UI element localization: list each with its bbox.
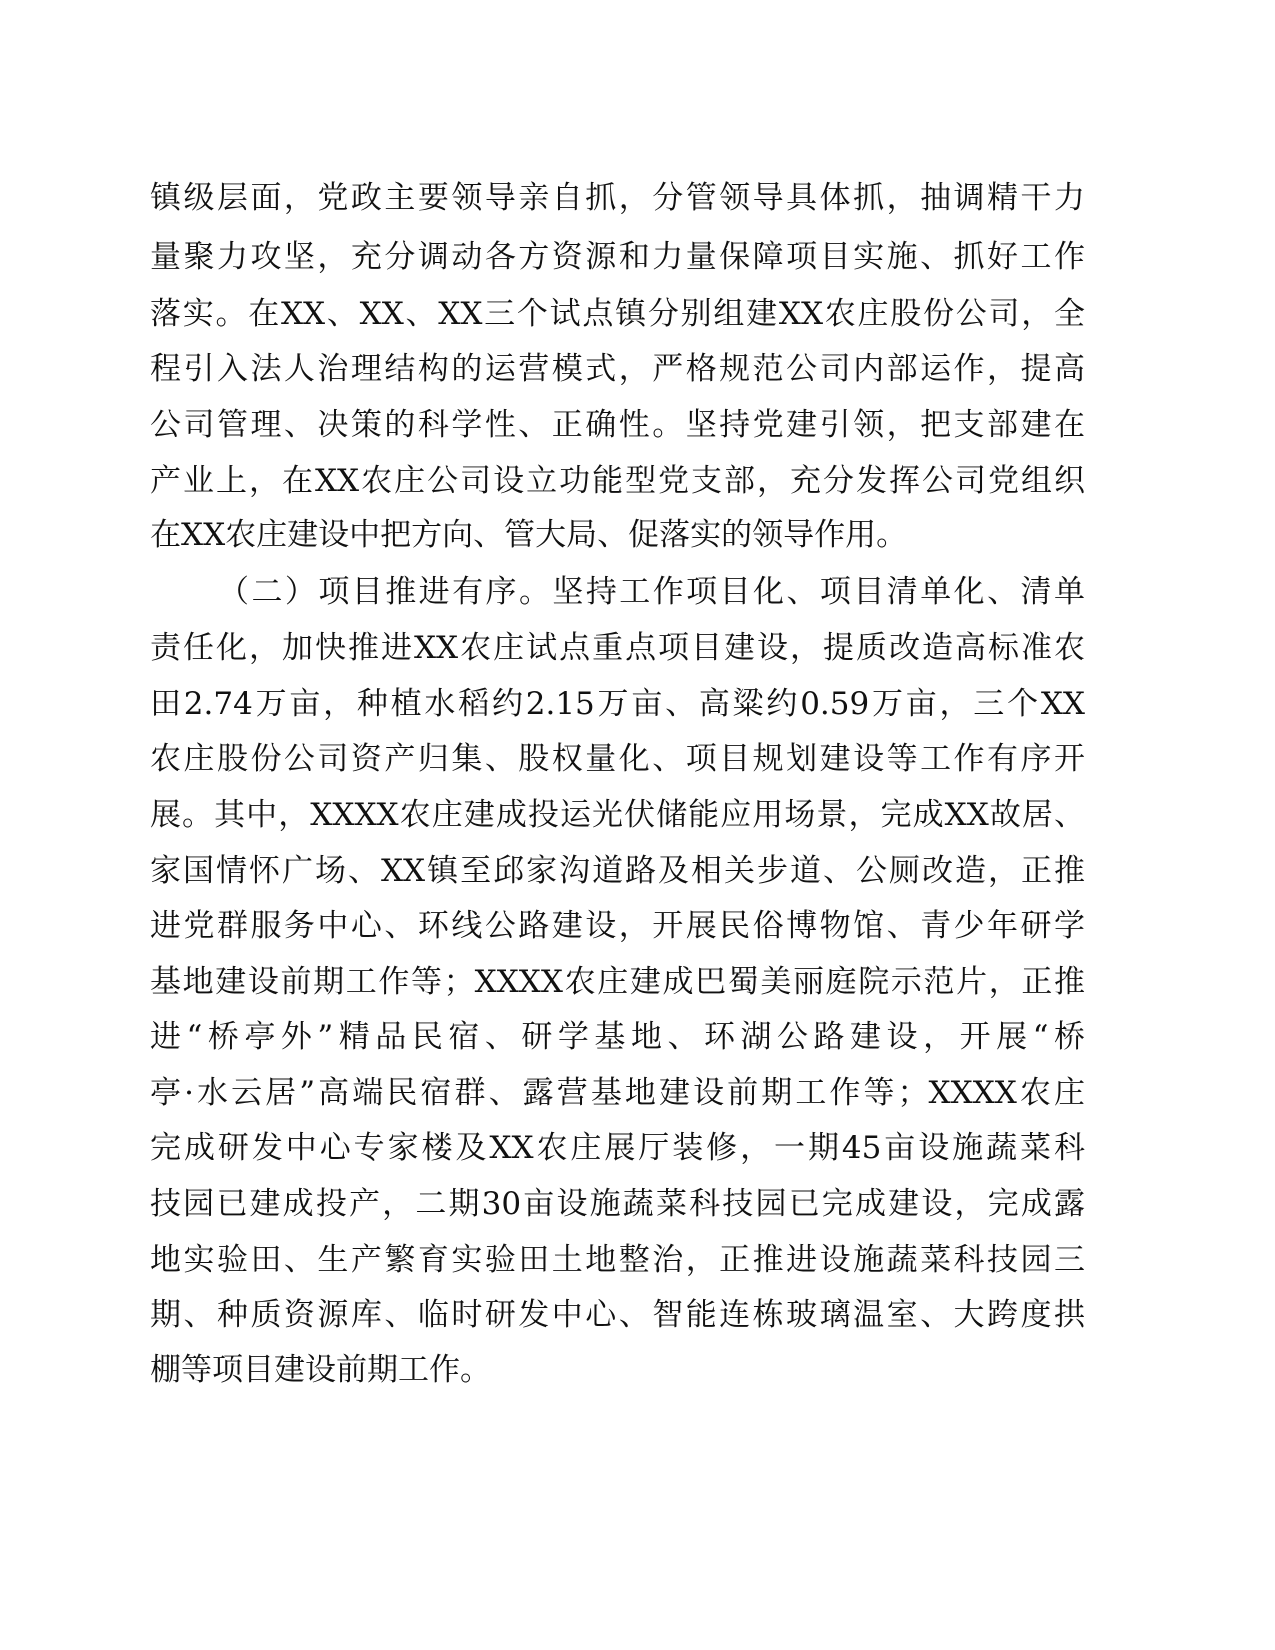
text-line: 棚等项目建设前期工作。 [150,1352,491,1388]
text-line: 责任化，加快推进XX农庄试点重点项目建设，提质改造高标准农 [150,630,1085,666]
text-line: 程引入法人治理结构的运营模式，严格规范公司内部运作，提高 [150,351,1085,387]
text-line: 地实验田、生产繁育实验田土地整治，正推进设施蔬菜科技园三 [150,1242,1085,1278]
text-line: 亭·水云居”高端民宿群、露营基地建设前期工作等；XXXX农庄 [150,1075,1085,1111]
text-line: 在XX农庄建设中把方向、管大局、促落实的领导作用。 [150,517,908,553]
text-line: 基地建设前期工作等；XXXX农庄建成巴蜀美丽庭院示范片，正推 [150,964,1085,1000]
text-line: 量聚力攻坚，充分调动各方资源和力量保障项目实施、抓好工作 [150,239,1085,275]
section-heading-line: （二）项目推进有序。坚持工作项目化、项目清单化、清单 [218,574,1085,610]
text-line: 进党群服务中心、环线公路建设，开展民俗博物馆、青少年研学 [150,908,1085,944]
text-line: 产业上，在XX农庄公司设立功能型党支部，充分发挥公司党组织 [150,463,1085,499]
text-line: 镇级层面，党政主要领导亲自抓，分管领导具体抓，抽调精干力 [150,180,1085,216]
text-line: 期、种质资源库、临时研发中心、智能连栋玻璃温室、大跨度拱 [150,1297,1085,1333]
text-line: 田2.74万亩，种植水稻约2.15万亩、高粱约0.59万亩，三个XX [150,686,1085,722]
text-line: 落实。在XX、XX、XX三个试点镇分别组建XX农庄股份公司，全 [150,296,1085,332]
text-line: 完成研发中心专家楼及XX农庄展厅装修，一期45亩设施蔬菜科 [150,1130,1085,1166]
text-line: 展。其中，XXXX农庄建成投运光伏储能应用场景，完成XX故居、 [150,797,1085,833]
text-line: 家国情怀广场、XX镇至邱家沟道路及相关步道、公厕改造，正推 [150,853,1085,889]
text-line: 农庄股份公司资产归集、股权量化、项目规划建设等工作有序开 [150,741,1085,777]
text-line: 技园已建成投产，二期30亩设施蔬菜科技园已完成建设，完成露 [150,1186,1085,1222]
text-line: 公司管理、决策的科学性、正确性。坚持党建引领，把支部建在 [150,407,1085,443]
text-line: 进“桥亭外”精品民宿、研学基地、环湖公路建设，开展“桥 [150,1019,1085,1055]
